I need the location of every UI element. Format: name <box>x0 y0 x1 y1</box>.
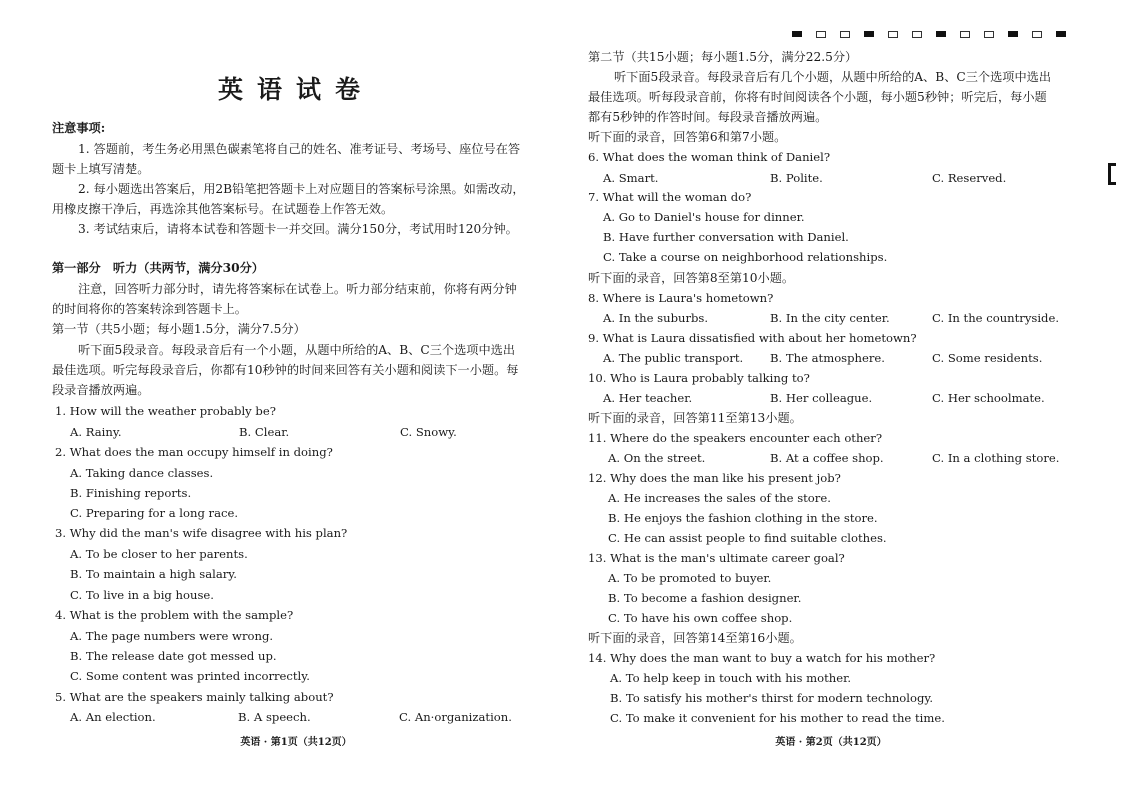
question-9: 9. What is Laura dissatisfied with about her hometown? <box>588 331 917 345</box>
notice-heading: 注意事项: <box>52 121 106 135</box>
q10-option-b: B. Her colleague. <box>770 391 873 405</box>
section1-instr-line: 听下面5段录音。每段录音后有一个小题，从题中所给的A、B、C三个选项中选出 <box>78 343 516 357</box>
q3-option-b: B. To maintain a high salary. <box>70 567 237 581</box>
notice-line: 1. 答题前，考生务必用黑色碳素笔将自己的姓名、准考证号、考场号、座位号在答 <box>78 142 521 156</box>
q5-option-c: C. An·organization. <box>399 710 512 724</box>
part1-note-line: 注意，回答听力部分时，请先将答案标在试卷上。听力部分结束前，你将有两分钟 <box>78 282 517 296</box>
q3-option-a: A. To be closer to her parents. <box>70 547 248 561</box>
q14-option-a: A. To help keep in touch with his mother. <box>610 671 852 685</box>
q2-option-b: B. Finishing reports. <box>70 486 192 500</box>
question-5: 5. What are the speakers mainly talking about? <box>55 690 334 704</box>
q4-option-b: B. The release date got messed up. <box>70 649 277 663</box>
notice-line: 题卡上填写清楚。 <box>52 162 150 176</box>
q14-option-c: C. To make it convenient for his mother to read the time. <box>610 711 945 725</box>
q13-option-b: B. To become a fashion designer. <box>608 591 802 605</box>
q4-option-c: C. Some content was printed incorrectly. <box>70 669 310 683</box>
q8-option-a: A. In the suburbs. <box>603 311 709 325</box>
question-8: 8. Where is Laura's hometown? <box>588 291 774 305</box>
q1-option-c: C. Snowy. <box>400 425 457 439</box>
section2-instr-line: 都有5秒钟的作答时间。每段录音播放两遍。 <box>588 110 828 124</box>
question-7: 7. What will the woman do? <box>588 190 752 204</box>
q9-option-b: B. The atmosphere. <box>770 351 885 365</box>
question-10: 10. Who is Laura probably talking to? <box>588 371 810 385</box>
question-13: 13. What is the man's ultimate career goal? <box>588 551 845 565</box>
q10-option-a: A. Her teacher. <box>603 391 693 405</box>
q7-option-a: A. Go to Daniel's house for dinner. <box>603 210 805 224</box>
q13-option-c: C. To have his own coffee shop. <box>608 611 793 625</box>
group-instruction: 听下面的录音，回答第14至第16小题。 <box>588 631 802 645</box>
q7-option-b: B. Have further conversation with Daniel. <box>603 230 849 244</box>
notice-line: 用橡皮擦干净后，再选涂其他答案标号。在试题卷上作答无效。 <box>52 202 394 216</box>
question-3: 3. Why did the man's wife disagree with his plan? <box>55 526 348 540</box>
page-footer: 英语 · 第1页（共12页） <box>240 737 352 748</box>
notice-line: 2. 每小题选出答案后，用2B铅笔把答题卡上对应题目的答案标号涂黑。如需改动， <box>78 182 525 196</box>
q7-option-c: C. Take a course on neighborhood relationships. <box>603 250 888 264</box>
question-11: 11. Where do the speakers encounter each other? <box>588 431 883 445</box>
q6-option-a: A. Smart. <box>603 171 659 185</box>
q13-option-a: A. To be promoted to buyer. <box>608 571 772 585</box>
section1-instr-line: 段录音播放两遍。 <box>52 383 150 397</box>
question-14: 14. Why does the man want to buy a watch for his mother? <box>588 651 936 665</box>
q8-option-c: C. In the countryside. <box>932 311 1060 325</box>
q2-option-c: C. Preparing for a long race. <box>70 506 239 520</box>
q2-option-a: A. Taking dance classes. <box>70 466 214 480</box>
q12-option-c: C. He can assist people to find suitable clothes. <box>608 531 887 545</box>
part1-note-line: 的时间将你的答案转涂到答题卡上。 <box>52 302 247 316</box>
q6-option-b: B. Polite. <box>770 171 823 185</box>
q8-option-b: B. In the city center. <box>770 311 890 325</box>
q1-option-a: A. Rainy. <box>70 425 122 439</box>
group-instruction: 听下面的录音，回答第8至第10小题。 <box>588 271 795 285</box>
q9-option-c: C. Some residents. <box>932 351 1043 365</box>
section1-heading: 第一节（共5小题；每小题1.5分，满分7.5分） <box>52 322 306 336</box>
q9-option-a: A. The public transport. <box>603 351 744 365</box>
page-1 <box>52 0 540 794</box>
question-2: 2. What does the man occupy himself in doing? <box>55 445 333 459</box>
page-footer: 英语 · 第2页（共12页） <box>775 737 887 748</box>
q4-option-a: A. The page numbers were wrong. <box>70 629 274 643</box>
question-6: 6. What does the woman think of Daniel? <box>588 150 831 164</box>
binding-mark <box>1108 163 1116 185</box>
section2-instr-line: 听下面5段录音。每段录音后有几个小题，从题中所给的A、B、C三个选项中选出 <box>614 70 1052 84</box>
q6-option-c: C. Reserved. <box>932 171 1007 185</box>
section1-instr-line: 最佳选项。听完每段录音后，你都有10秒钟的时间来回答有关小题和阅读下一小题。每 <box>52 363 519 377</box>
section2-instr-line: 最佳选项。听每段录音前，你将有时间阅读各个小题，每小题5秒钟；听完后，每小题 <box>588 90 1047 104</box>
q12-option-b: B. He enjoys the fashion clothing in the store. <box>608 511 878 525</box>
part1-heading: 第一部分 听力（共两节，满分30分） <box>52 261 264 275</box>
q5-option-a: A. An election. <box>70 710 156 724</box>
notice-line: 3. 考试结束后，请将本试卷和答题卡一并交回。满分150分，考试用时120分钟。 <box>78 222 518 236</box>
q3-option-c: C. To live in a big house. <box>70 588 214 602</box>
q12-option-a: A. He increases the sales of the store. <box>608 491 831 505</box>
q11-option-c: C. In a clothing store. <box>932 451 1060 465</box>
q5-option-b: B. A speech. <box>238 710 311 724</box>
question-12: 12. Why does the man like his present job? <box>588 471 841 485</box>
group-instruction: 听下面的录音，回答第6和第7小题。 <box>588 130 787 144</box>
exam-title: 英语试卷 <box>217 75 374 104</box>
page-2 <box>588 0 1074 794</box>
q14-option-b: B. To satisfy his mother's thirst for modern technology. <box>610 691 934 705</box>
group-instruction: 听下面的录音，回答第11至第13小题。 <box>588 411 802 425</box>
section2-heading: 第二节（共15小题；每小题1.5分，满分22.5分） <box>588 50 858 64</box>
question-4: 4. What is the problem with the sample? <box>55 608 294 622</box>
q1-option-b: B. Clear. <box>239 425 290 439</box>
q11-option-b: B. At a coffee shop. <box>770 451 884 465</box>
q10-option-c: C. Her schoolmate. <box>932 391 1045 405</box>
question-1: 1. How will the weather probably be? <box>55 404 276 418</box>
q11-option-a: A. On the street. <box>608 451 706 465</box>
